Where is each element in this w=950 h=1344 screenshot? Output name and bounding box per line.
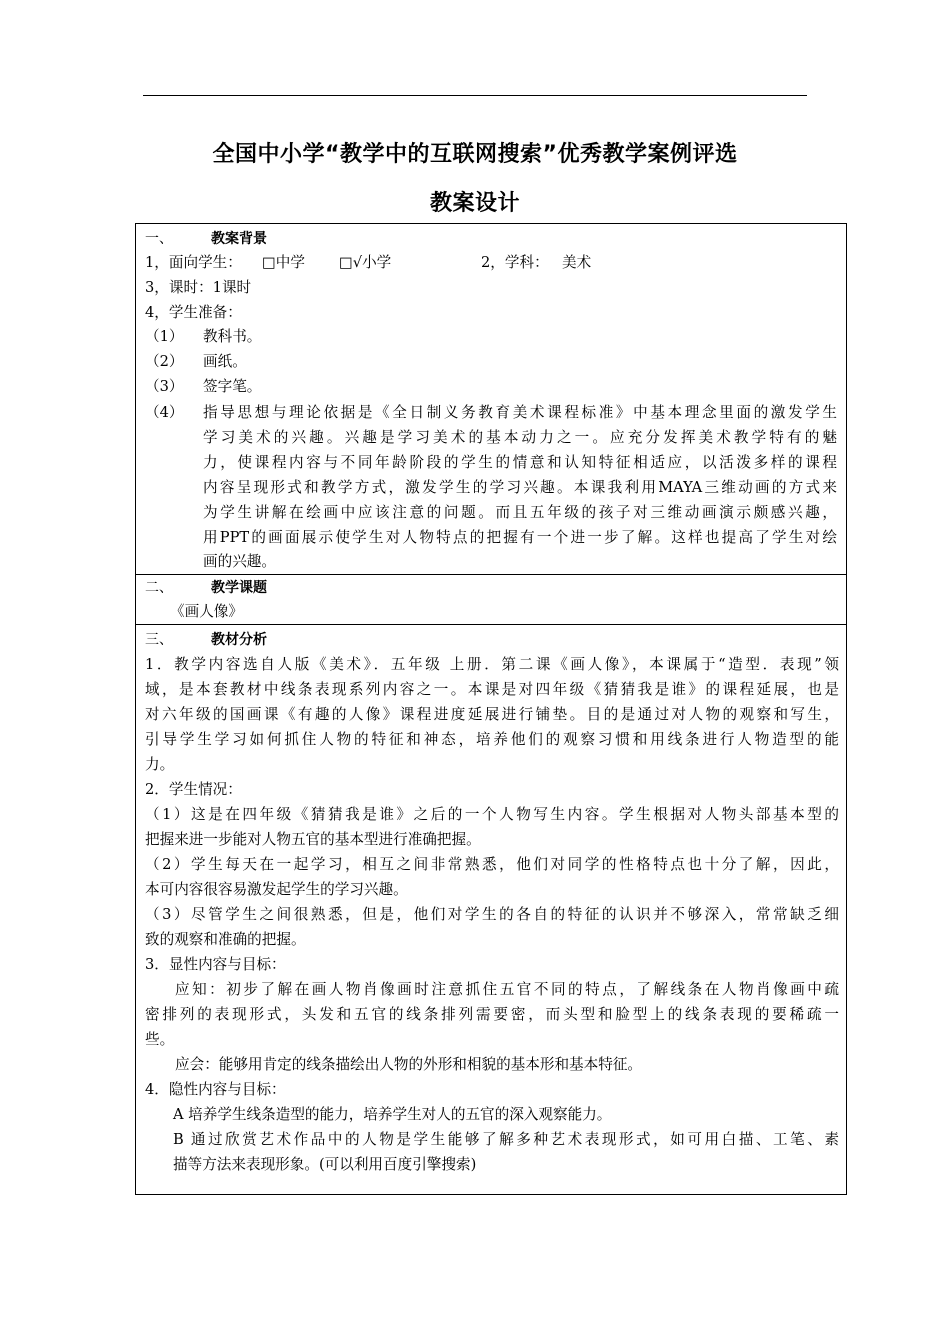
list-item: 教科书。 [203, 328, 262, 345]
paragraph-line: 密排列的表现形式，头发和五官的线条排列需要密，而头型和脸型上的线条表现的要稀疏一 [145, 1006, 839, 1023]
paragraph-line: 1．教学内容选自人版《美术》．五年级 上册．第二课《画人像》，本课属于“造型．表现”领 [145, 656, 839, 673]
paragraph-line: （3）尽管学生之间很熟悉，但是，他们对学生的各自的特征的认识并不够深入，常常缺乏细 [145, 906, 839, 923]
paragraph-line: 应会：能够用肯定的线条描绘出人物的外形和相貌的基本形和基本特征。 [175, 1056, 643, 1073]
document-subtitle: 教案设计 [429, 191, 520, 216]
paragraph-line: 对六年级的国画课《有趣的人像》课程进度延展进行铺垫。目的是通过对人物的观察和写生， [145, 706, 839, 723]
paragraph-line: 描等方法来表现形象。(可以利用百度引擎搜索) [173, 1156, 477, 1173]
document-title: 全国中小学“教学中的互联网搜索”优秀教学案例评选 [212, 142, 738, 167]
paragraph-line: 致的观察和准确的把握。 [145, 931, 306, 948]
paragraph-line: （2）学生每天在一起学习，相互之间非常熟悉，他们对同学的性格特点也十分了解，因此， [145, 856, 839, 873]
list-item-num: （3） [145, 378, 184, 395]
paragraph-line: A 培养学生线条造型的能力，培养学生对人的五官的深入观察能力。 [173, 1106, 612, 1123]
section-heading: 二、 教学课题 [145, 580, 267, 596]
paragraph-line: 内容呈现形式和教学方式，激发学生的学习兴趣。本课我利用MAYA三维动画的方式来 [203, 479, 837, 496]
paragraph-line: 应知：初步了解在画人物肖像画时注意抓住五官不同的特点，了解线条在人物肖像画中疏 [175, 981, 839, 998]
lesson-topic: 《画人像》 [170, 603, 243, 620]
list-item-num: （4） [145, 404, 184, 421]
paragraph-line: 指导思想与理论依据是《全日制义务教育美术课程标准》中基本理念里面的激发学生 [203, 404, 837, 421]
option-middle-school: □中学 [262, 254, 305, 271]
section-topic [136, 575, 846, 625]
section-background [136, 224, 846, 575]
list-item: 画纸。 [203, 353, 247, 370]
list-item-num: （1） [145, 328, 184, 345]
paragraph-line: 力，使课程内容与不同年龄阶段的学生的情意和认知特征相适应，以活泼多样的课程 [203, 454, 837, 471]
paragraph-line: 本可内容很容易激发起学生的学习兴趣。 [145, 881, 408, 898]
audience-label: 1，面向学生： [145, 254, 242, 271]
subheading: 4．隐性内容与目标： [145, 1081, 286, 1098]
paragraph-line: 力。 [145, 756, 175, 773]
option-primary-school: □√小学 [339, 254, 392, 271]
paragraph-line: B 通过欣赏艺术作品中的人物是学生能够了解多种艺术表现形式，如可用白描、工笔、素 [173, 1131, 839, 1148]
paragraph-line: 为学生讲解在绘画中应该注意的问题。而且五年级的孩子对三维动画演示颇感兴趣， [203, 504, 837, 521]
list-item-num: （2） [145, 353, 184, 370]
class-hours: 3，课时：1课时 [145, 279, 252, 296]
paragraph-line: 画的兴趣。 [203, 553, 276, 570]
subheading: 2．学生情况： [145, 781, 242, 798]
paragraph-line: 些。 [145, 1031, 175, 1048]
list-item: 签字笔。 [203, 378, 262, 395]
paragraph-line: 学习美术的兴趣。兴趣是学习美术的基本动力之一。应充分发挥美术教学特有的魅 [203, 429, 837, 446]
subject-value: 美术 [562, 254, 592, 271]
lesson-plan-table [135, 223, 847, 1195]
section-heading: 一、 教案背景 [145, 231, 267, 247]
subject-label: 2，学科： [481, 254, 549, 271]
section-heading: 三、 教材分析 [145, 632, 267, 648]
paragraph-line: 域，是本套教材中线条表现系列内容之一。本课是对四年级《猜猜我是谁》的课程延展，也是 [145, 681, 839, 698]
section-material-analysis [136, 625, 846, 1196]
paragraph-line: （1）这是在四年级《猜猜我是谁》之后的一个人物写生内容。学生根据对人物头部基本型的 [145, 806, 839, 823]
paragraph-line: 把握来进一步能对人物五官的基本型进行准确把握。 [145, 831, 481, 848]
header-rule [143, 95, 807, 96]
paragraph-line: 用PPT的画面展示使学生对人物特点的把握有一个进一步了解。这样也提高了学生对绘 [203, 529, 837, 546]
prep-label: 4，学生准备： [145, 304, 242, 321]
paragraph-line: 引导学生学习如何抓住人物的特征和神态，培养他们的观察习惯和用线条进行人物造型的能 [145, 731, 839, 748]
subheading: 3．显性内容与目标： [145, 956, 286, 973]
